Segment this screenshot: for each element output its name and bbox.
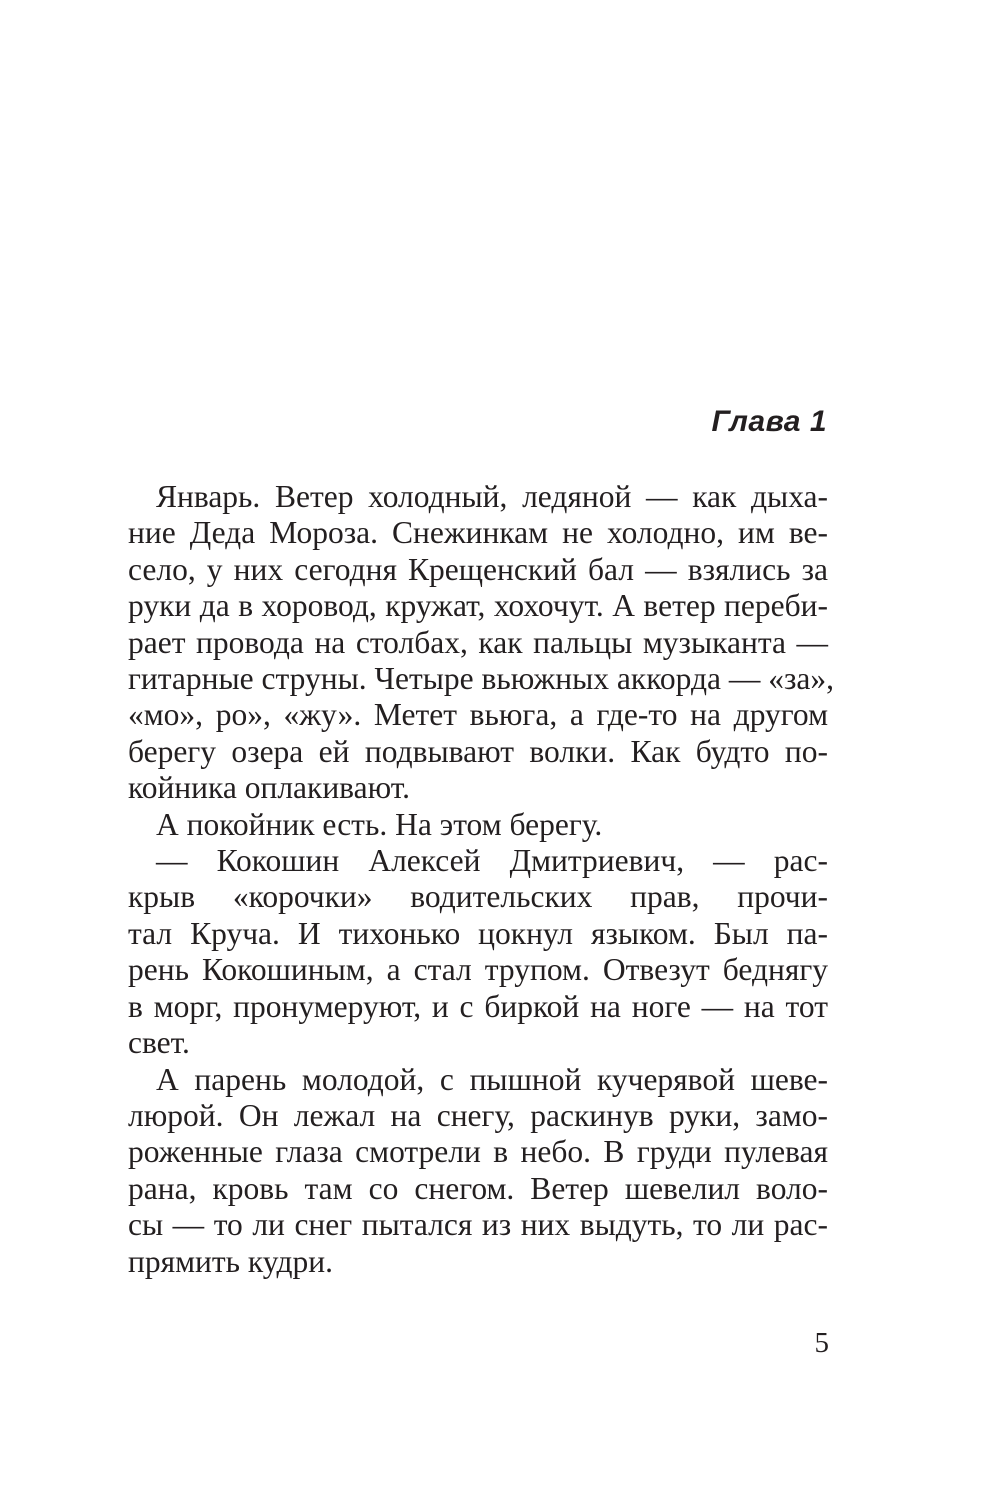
text-line: койника оплакивают. (128, 770, 411, 806)
text-line: Январь. Ветер холодный, ледяной — как дыха- (156, 479, 828, 514)
text-line: крыв «корочки» водительских прав, прочи- (128, 879, 828, 915)
text-line: рает провода на столбах, как пальцы музыканта — (128, 624, 828, 660)
text-line: ние Деда Мороза. Снежинкам не холодно, им ве- (128, 515, 828, 551)
chapter-heading: Глава 1 (711, 405, 827, 438)
text-line: люрой. Он лежал на снегу, раскинув руки, замо- (128, 1097, 828, 1133)
text-line: село, у них сегодня Крещенский бал — взялись за (128, 551, 828, 587)
text-line: свет. (128, 1025, 190, 1061)
text-line: рана, кровь там со снегом. Ветер шевелил воло- (128, 1170, 828, 1206)
paragraph-2 (128, 807, 828, 843)
text-line: рень Кокошиным, а стал трупом. Отвезут беднягу (128, 952, 828, 988)
text-line: «мо», ро», «жу». Метет вьюга, а где-то на другом (128, 697, 828, 733)
text-line: сы — то ли снег пытался из них выдуть, то ли рас- (128, 1207, 828, 1243)
page-number: 5 (814, 1327, 829, 1359)
paragraph-3 (128, 843, 828, 1061)
text-line: берегу озера ей подвывают волки. Как будто по- (128, 733, 828, 769)
text-line: прямить кудри. (128, 1243, 334, 1279)
paragraph-1 (128, 479, 835, 807)
text-line: руки да в хоровод, кружат, хохочут. А ветер переби- (128, 588, 828, 624)
text-line: в морг, пронумеруют, и с биркой на ноге — на тот (128, 988, 828, 1024)
paragraph-4 (128, 1062, 828, 1280)
text-line: роженные глаза смотрели в небо. В груди пулевая (128, 1134, 828, 1170)
body-text (128, 479, 835, 1280)
text-line: А парень молодой, с пышной кучерявой шеве- (156, 1061, 828, 1097)
text-line: А покойник есть. На этом берегу. (156, 806, 603, 842)
text-line: тал Круча. И тихонько цокнул языком. Был па- (128, 915, 828, 951)
text-line: — Кокошин Алексей Дмитриевич, — рас- (156, 843, 828, 879)
text-line: гитарные струны. Четыре вьюжных аккорда — «за», (128, 661, 835, 697)
